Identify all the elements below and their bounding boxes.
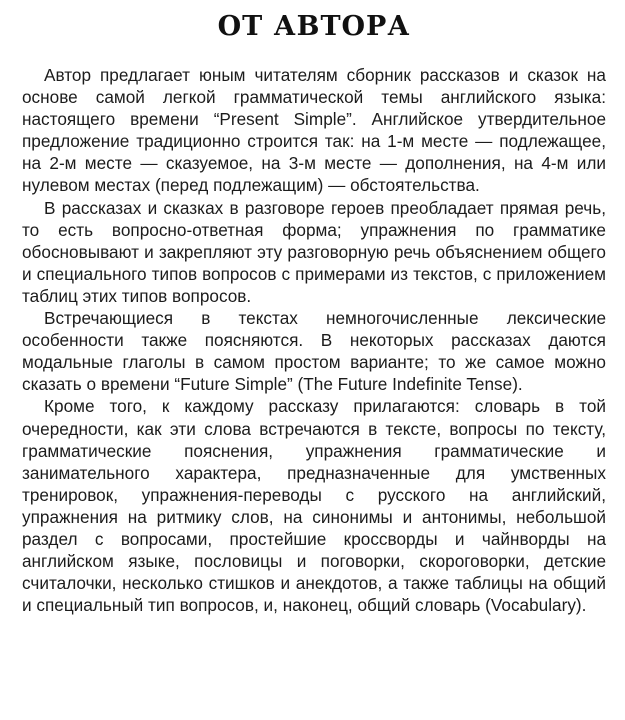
page-title: ОТ АВТОРА: [217, 11, 411, 42]
paragraph-2: В рассказах и сказках в разговоре героев преобладает прямая речь, то есть вопросно-ответная форма; упражнения по грамматике обосновывают и закрепляют эту разговорную речь объяснением общего и специального типов вопросов с примерами из текстов, с приложением таблиц этих типов вопросов.: [22, 197, 606, 306]
page: [22, 10, 606, 616]
body-text: [22, 64, 606, 616]
paragraph-4: Кроме того, к каждому рассказу прилагаются: словарь в той очередности, как эти слова встречаются в тексте, вопросы по тексту, грамматические пояснения, упражнения грамматические и занимательного характера, предназначенные для умственных тренировок, упражнения-переводы с русского на английский, упражнения на ритмику слов, на синонимы и антонимы, небольшой раздел с вопросами, простейшие кроссворды и чайнворды на английском языке, пословицы и поговорки, скороговорки, детские считалочки, несколько стишков и анекдотов, а также таблицы на общий и специальный тип вопросов, и, наконец, общий словарь (Vocabulary).: [22, 396, 606, 616]
paragraph-1: Автор предлагает юным читателям сборник рассказов и сказок на основе самой легкой грамматической темы английского языка: настоящего времени “Present Simple”. Английское утвердительное предложение традиционно строится так: на 1-м месте — подлежащее, на 2-м месте — сказуемое, на 3-м месте — дополнения, на 4-м или нулевом местах (перед подлежащим) — обстоятельства.: [22, 65, 606, 196]
paragraph-3: Встречающиеся в текстах немногочисленные лексические особенности также поясняются. В некоторых рассказах даются модальные глаголы в самом простом варианте; то же самое можно сказать о времени “Future Simple” (The Future Indefinite Tense).: [22, 308, 606, 395]
